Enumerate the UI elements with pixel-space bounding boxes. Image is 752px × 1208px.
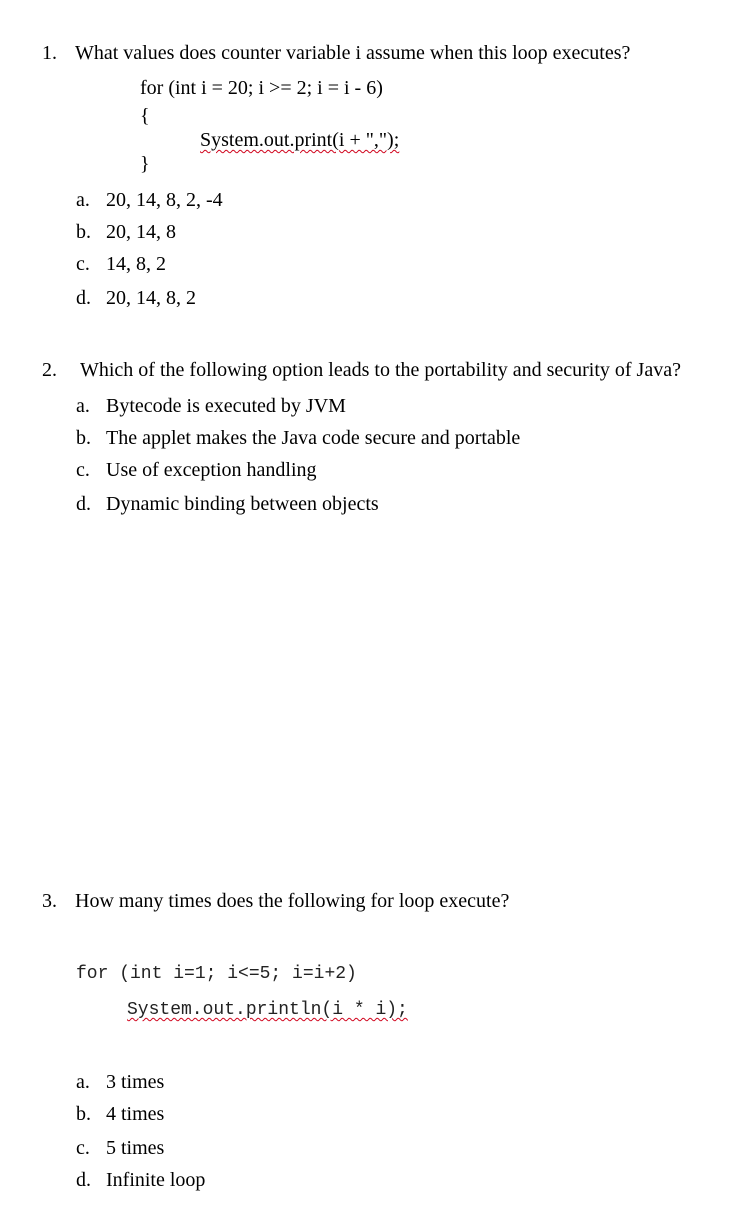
q2-option-a-text: Bytecode is executed by JVM: [106, 395, 346, 417]
q3-option-d-letter: d.: [76, 1169, 91, 1191]
q1-code-open-brace: {: [140, 105, 150, 127]
q2-option-d-letter: d.: [76, 493, 91, 515]
q3-code-line2: System.out.println(i * i);: [127, 1000, 408, 1020]
q1-option-c-letter: c.: [76, 253, 90, 275]
q3-text: How many times does the following for loop execute?: [75, 890, 510, 912]
q1-option-a-letter: a.: [76, 189, 90, 211]
q1-option-b-text: 20, 14, 8: [106, 221, 176, 243]
q3-code-line1: for (int i=1; i<=5; i=i+2): [76, 964, 357, 984]
q3-option-c-letter: c.: [76, 1137, 90, 1159]
q2-option-c-letter: c.: [76, 459, 90, 481]
q2-number: 2.: [42, 359, 57, 381]
q1-number: 1.: [42, 42, 57, 64]
q1-option-c-text: 14, 8, 2: [106, 253, 166, 275]
q3-option-a-letter: a.: [76, 1071, 90, 1093]
q3-option-c-text: 5 times: [106, 1137, 165, 1159]
q2-option-b-text: The applet makes the Java code secure and portable: [106, 427, 521, 449]
q1-option-a-text: 20, 14, 8, 2, -4: [106, 189, 223, 211]
q1-code-body: System.out.print(i + ",");: [200, 129, 400, 151]
q1-option-b-letter: b.: [76, 221, 91, 243]
q2-option-d-text: Dynamic binding between objects: [106, 493, 379, 515]
q2-option-b-letter: b.: [76, 427, 91, 449]
q1-code-line1: for (int i = 20; i >= 2; i = i - 6): [140, 77, 383, 99]
q2-option-c-text: Use of exception handling: [106, 459, 317, 481]
q3-option-a-text: 3 times: [106, 1071, 165, 1093]
q1-option-d-text: 20, 14, 8, 2: [106, 287, 196, 309]
q2-text: Which of the following option leads to the portability and security of Java?: [80, 359, 681, 381]
q3-option-b-letter: b.: [76, 1103, 91, 1125]
q3-number: 3.: [42, 890, 57, 912]
q2-option-a-letter: a.: [76, 395, 90, 417]
q1-code-close-brace: }: [140, 153, 150, 175]
q1-text: What values does counter variable i assume when this loop executes?: [75, 42, 631, 64]
q3-option-b-text: 4 times: [106, 1103, 165, 1125]
q1-option-d-letter: d.: [76, 287, 91, 309]
q3-option-d-text: Infinite loop: [106, 1169, 206, 1191]
